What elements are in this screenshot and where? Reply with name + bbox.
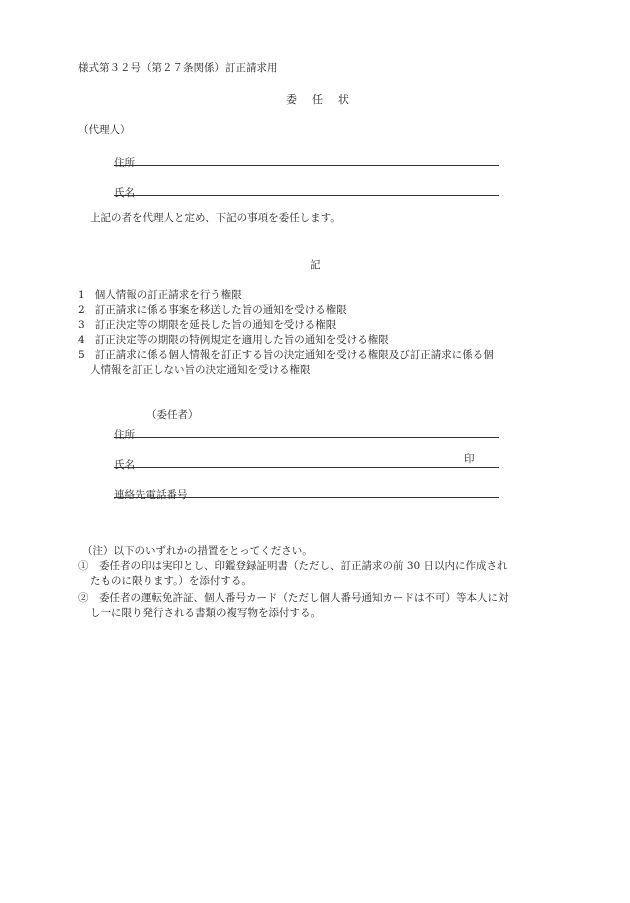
principal-phone-label: 連絡先電話番号 bbox=[114, 489, 188, 501]
item-number: 2 bbox=[78, 304, 85, 316]
agent-name-field[interactable] bbox=[114, 181, 499, 199]
agent-address-field[interactable] bbox=[114, 151, 499, 169]
list-item bbox=[78, 319, 336, 332]
principal-name-field[interactable] bbox=[114, 453, 499, 471]
principal-address-label: 住所 bbox=[114, 429, 135, 441]
document-title: 委 任 状 bbox=[286, 93, 351, 106]
seal-mark: 印 bbox=[464, 453, 475, 465]
item-number: 5 bbox=[78, 349, 85, 361]
list-item bbox=[78, 289, 242, 302]
list-item bbox=[78, 304, 347, 317]
item-text: 訂正決定等の期限の特例規定を適用した旨の通知を受ける権限 bbox=[94, 334, 389, 346]
list-item bbox=[78, 334, 389, 347]
principal-address-field[interactable] bbox=[114, 423, 499, 441]
item-number: 1 bbox=[78, 289, 85, 301]
delegation-statement: 上記の者を代理人と定め、下記の事項を委任します。 bbox=[90, 212, 341, 224]
item-number: 3 bbox=[78, 319, 85, 331]
agent-address-label: 住所 bbox=[114, 157, 135, 169]
item-text: 訂正請求に係る事案を移送した旨の通知を受ける権限 bbox=[94, 304, 347, 316]
item-text: 個人情報の訂正請求を行う権限 bbox=[94, 289, 242, 301]
principal-name-label: 氏名 bbox=[114, 459, 135, 471]
notes-heading: （注）以下のいずれかの措置をとってください。 bbox=[82, 545, 313, 557]
item-number: 4 bbox=[78, 334, 85, 346]
list-item bbox=[78, 349, 494, 362]
note-2-line-2: し一に限り発行される書類の複写物を添付する。 bbox=[90, 607, 321, 619]
item-text: 訂正決定等の期限を延長した旨の通知を受ける権限 bbox=[94, 319, 337, 331]
form-number: 様式第３２号（第２７条関係）訂正請求用 bbox=[78, 62, 278, 74]
principal-heading: （委任者） bbox=[146, 409, 199, 421]
item-text: 訂正請求に係る個人情報を訂正する旨の決定通知を受ける権限及び訂正請求に係る個 bbox=[94, 349, 494, 361]
note-1-line-2: たものに限ります。）を添付する。 bbox=[90, 575, 252, 587]
note-2-line-1: ② 委任者の運転免許証、個人番号カード（ただし個人番号通知カードは不可）等本人に対 bbox=[78, 592, 509, 604]
ki-heading: 記 bbox=[310, 259, 321, 271]
agent-heading: （代理人） bbox=[78, 124, 131, 136]
item-text-continuation: 人情報を訂正しない旨の決定通知を受ける権限 bbox=[90, 364, 311, 376]
agent-name-label: 氏名 bbox=[114, 187, 135, 199]
note-1-line-1: ① 委任者の印は実印とし、印鑑登録証明書（ただし、訂正請求の前 30 日以内に作成され bbox=[78, 560, 508, 572]
principal-phone-field[interactable] bbox=[114, 483, 499, 501]
